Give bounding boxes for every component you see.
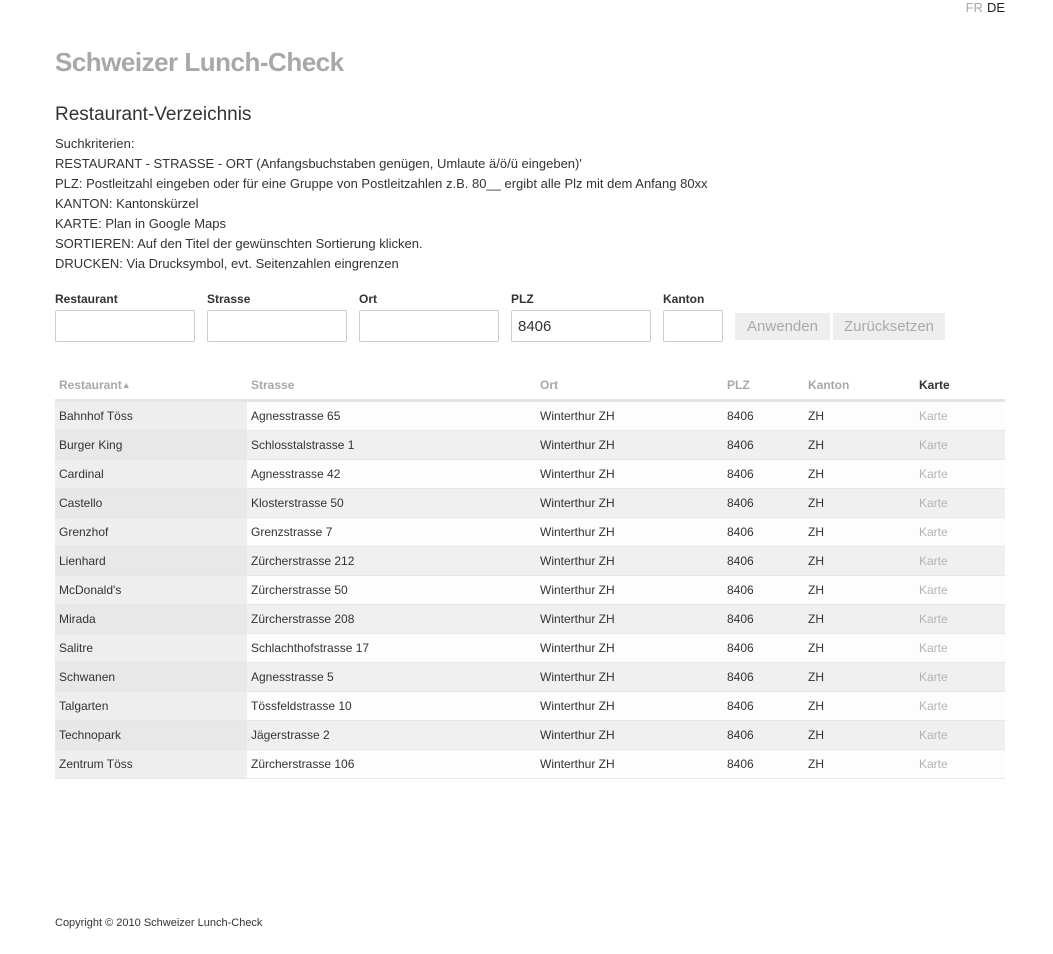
filter-plz — [511, 292, 651, 342]
karte-link[interactable]: Karte — [915, 489, 1005, 518]
cell-restaurant: Bahnhof Töss — [55, 401, 247, 431]
criteria-line: KANTON: Kantonskürzel — [55, 196, 199, 211]
cell-ort: Winterthur ZH — [536, 431, 723, 460]
column-header-karte: Karte — [915, 371, 1005, 401]
criteria-line: Suchkriterien: — [55, 136, 135, 151]
criteria-line: KARTE: Plan in Google Maps — [55, 216, 227, 231]
plz-filter-label: PLZ — [511, 292, 534, 306]
table-row — [55, 547, 1005, 576]
cell-ort: Winterthur ZH — [536, 634, 723, 663]
criteria-line: PLZ: Postleitzahl eingeben oder für eine Gruppe von Postleitzahlen z.B. 80__ ergibt alle Plz mit dem Anfang 80xx — [55, 176, 708, 191]
restaurant-table — [55, 371, 1005, 779]
cell-plz: 8406 — [723, 518, 804, 547]
lang-fr-link[interactable]: FR — [965, 0, 983, 15]
kanton-filter-label: Kanton — [663, 292, 705, 306]
karte-link[interactable]: Karte — [915, 518, 1005, 547]
cell-kanton: ZH — [804, 401, 915, 431]
cell-kanton: ZH — [804, 634, 915, 663]
cell-strasse: Klosterstrasse 50 — [247, 489, 536, 518]
footer-copyright: Copyright © 2010 Schweizer Lunch-Check — [55, 917, 263, 929]
cell-kanton: ZH — [804, 460, 915, 489]
page-title: Restaurant-Verzeichnis — [55, 104, 252, 125]
cell-ort: Winterthur ZH — [536, 401, 723, 431]
ort-filter-input[interactable] — [359, 310, 499, 342]
cell-strasse: Grenzstrasse 7 — [247, 518, 536, 547]
cell-ort: Winterthur ZH — [536, 663, 723, 692]
cell-restaurant: Castello — [55, 489, 247, 518]
cell-ort: Winterthur ZH — [536, 489, 723, 518]
karte-link[interactable]: Karte — [915, 401, 1005, 431]
filter-kanton — [663, 292, 723, 342]
cell-plz: 8406 — [723, 750, 804, 779]
cell-strasse: Schlosstalstrasse 1 — [247, 431, 536, 460]
table-row — [55, 692, 1005, 721]
cell-ort: Winterthur ZH — [536, 460, 723, 489]
cell-plz: 8406 — [723, 721, 804, 750]
cell-restaurant: Talgarten — [55, 692, 247, 721]
filter-form — [55, 292, 1005, 352]
cell-plz: 8406 — [723, 692, 804, 721]
cell-kanton: ZH — [804, 750, 915, 779]
cell-strasse: Agnesstrasse 42 — [247, 460, 536, 489]
cell-restaurant: Technopark — [55, 721, 247, 750]
cell-kanton: ZH — [804, 576, 915, 605]
cell-plz: 8406 — [723, 460, 804, 489]
strasse-filter-label: Strasse — [207, 292, 251, 306]
cell-ort: Winterthur ZH — [536, 518, 723, 547]
table-row — [55, 518, 1005, 547]
language-switcher — [966, 0, 1005, 16]
karte-link[interactable]: Karte — [915, 547, 1005, 576]
lang-de-link[interactable]: DE — [986, 0, 1005, 15]
cell-restaurant: Lienhard — [55, 547, 247, 576]
filter-restaurant — [55, 292, 195, 342]
cell-restaurant: Burger King — [55, 431, 247, 460]
cell-restaurant: McDonald's — [55, 576, 247, 605]
cell-plz: 8406 — [723, 576, 804, 605]
criteria-line: RESTAURANT - STRASSE - ORT (Anfangsbuchstaben genügen, Umlaute ä/ö/ü eingeben)' — [55, 156, 582, 171]
cell-restaurant: Salitre — [55, 634, 247, 663]
cell-ort: Winterthur ZH — [536, 692, 723, 721]
filter-strasse — [207, 292, 347, 342]
cell-strasse: Zürcherstrasse 212 — [247, 547, 536, 576]
cell-ort: Winterthur ZH — [536, 576, 723, 605]
cell-kanton: ZH — [804, 518, 915, 547]
cell-plz: 8406 — [723, 401, 804, 431]
cell-strasse: Agnesstrasse 65 — [247, 401, 536, 431]
cell-plz: 8406 — [723, 605, 804, 634]
filter-ort — [359, 292, 499, 342]
karte-link[interactable]: Karte — [915, 750, 1005, 779]
criteria-line: DRUCKEN: Via Drucksymbol, evt. Seitenzahlen eingrenzen — [55, 256, 399, 271]
cell-ort: Winterthur ZH — [536, 547, 723, 576]
cell-ort: Winterthur ZH — [536, 721, 723, 750]
cell-kanton: ZH — [804, 663, 915, 692]
cell-kanton: ZH — [804, 605, 915, 634]
cell-ort: Winterthur ZH — [536, 605, 723, 634]
cell-kanton: ZH — [804, 547, 915, 576]
table-row — [55, 663, 1005, 692]
table-row — [55, 431, 1005, 460]
karte-link[interactable]: Karte — [915, 605, 1005, 634]
column-header-kanton[interactable]: Kanton — [804, 371, 915, 401]
table-row — [55, 460, 1005, 489]
table-row — [55, 634, 1005, 663]
cell-kanton: ZH — [804, 431, 915, 460]
cell-restaurant: Grenzhof — [55, 518, 247, 547]
reset-button[interactable]: Zurücksetzen — [833, 313, 945, 340]
karte-link[interactable]: Karte — [915, 460, 1005, 489]
restaurant-filter-input[interactable] — [55, 310, 195, 342]
cell-strasse: Zürcherstrasse 106 — [247, 750, 536, 779]
table-row — [55, 576, 1005, 605]
column-header-ort[interactable]: Ort — [536, 371, 723, 401]
plz-filter-input[interactable] — [511, 310, 651, 342]
cell-strasse: Jägerstrasse 2 — [247, 721, 536, 750]
ort-filter-label: Ort — [359, 292, 377, 306]
brand-title: Schweizer Lunch-Check — [55, 47, 344, 77]
search-criteria-help — [55, 134, 708, 274]
cell-kanton: ZH — [804, 489, 915, 518]
cell-strasse: Zürcherstrasse 208 — [247, 605, 536, 634]
header-restaurant-label: Restaurant — [59, 378, 122, 392]
cell-strasse: Agnesstrasse 5 — [247, 663, 536, 692]
karte-link[interactable]: Karte — [915, 634, 1005, 663]
cell-plz: 8406 — [723, 663, 804, 692]
karte-link[interactable]: Karte — [915, 692, 1005, 721]
cell-plz: 8406 — [723, 489, 804, 518]
karte-link[interactable]: Karte — [915, 431, 1005, 460]
cell-ort: Winterthur ZH — [536, 750, 723, 779]
column-header-plz[interactable]: PLZ — [723, 371, 804, 401]
column-header-restaurant[interactable] — [55, 371, 247, 401]
restaurant-filter-label: Restaurant — [55, 292, 118, 306]
table-row — [55, 401, 1005, 431]
table-row — [55, 750, 1005, 779]
apply-button[interactable]: Anwenden — [735, 313, 830, 340]
kanton-filter-input[interactable] — [663, 310, 723, 342]
cell-plz: 8406 — [723, 547, 804, 576]
table-header-row — [55, 371, 1005, 401]
cell-restaurant: Cardinal — [55, 460, 247, 489]
table-row — [55, 605, 1005, 634]
cell-restaurant: Zentrum Töss — [55, 750, 247, 779]
table-row — [55, 721, 1005, 750]
strasse-filter-input[interactable] — [207, 310, 347, 342]
karte-link[interactable]: Karte — [915, 721, 1005, 750]
cell-plz: 8406 — [723, 431, 804, 460]
cell-restaurant: Mirada — [55, 605, 247, 634]
karte-link[interactable]: Karte — [915, 576, 1005, 605]
cell-strasse: Tössfeldstrasse 10 — [247, 692, 536, 721]
cell-kanton: ZH — [804, 721, 915, 750]
cell-strasse: Schlachthofstrasse 17 — [247, 634, 536, 663]
cell-restaurant: Schwanen — [55, 663, 247, 692]
column-header-strasse[interactable]: Strasse — [247, 371, 536, 401]
cell-strasse: Zürcherstrasse 50 — [247, 576, 536, 605]
table-row — [55, 489, 1005, 518]
cell-kanton: ZH — [804, 692, 915, 721]
table-body — [55, 401, 1005, 779]
karte-link[interactable]: Karte — [915, 663, 1005, 692]
criteria-line: SORTIEREN: Auf den Titel der gewünschten Sortierung klicken. — [55, 236, 423, 251]
cell-plz: 8406 — [723, 634, 804, 663]
sort-ascending-icon: ▲ — [121, 380, 131, 390]
